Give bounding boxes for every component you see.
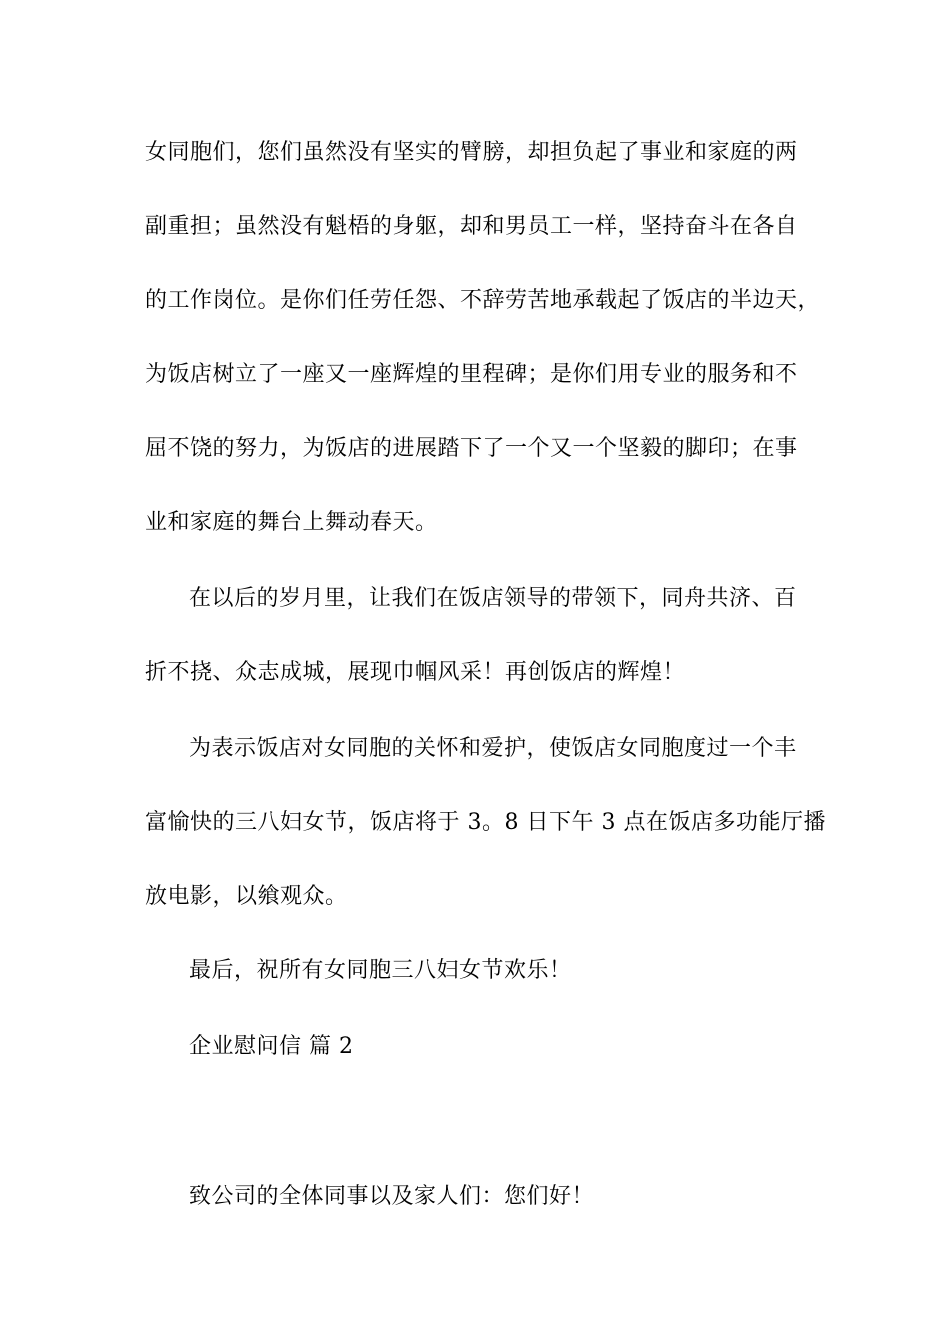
paragraph-1-line-4: 为饭店树立了一座又一座辉煌的里程碑；是你们用专业的服务和不 (145, 362, 798, 387)
paragraph-1-line-1: 女同胞们，您们虽然没有坚实的臂膀，却担负起了事业和家庭的两 (145, 140, 798, 165)
paragraph-1-line-5: 屈不饶的努力，为饭店的进展踏下了一个又一个坚毅的脚印；在事 (145, 436, 798, 461)
paragraph-3-line-2: 富愉快的三八妇女节，饭店将于 3。8 日下午 3 点在饭店多功能厅播 (145, 810, 826, 835)
paragraph-1-line-6: 业和家庭的舞台上舞动春天。 (145, 510, 438, 535)
section-heading: 企业慰问信 篇 2 (189, 1034, 354, 1059)
greeting-line: 致公司的全体同事以及家人们：您们好！ (189, 1184, 595, 1209)
paragraph-2-line-2: 折不挠、众志成城，展现巾帼风采！再创饭店的辉煌！ (145, 660, 686, 685)
paragraph-1-line-2: 副重担；虽然没有魁梧的身躯，却和男员工一样，坚持奋斗在各自 (145, 214, 798, 239)
paragraph-2-line-1: 在以后的岁月里，让我们在饭店领导的带领下，同舟共济、百 (189, 586, 797, 611)
paragraph-1-line-3: 的工作岗位。是你们任劳任怨、不辞劳苦地承载起了饭店的半边天， (145, 288, 821, 313)
paragraph-3-line-3: 放电影，以飨观众。 (145, 884, 348, 909)
paragraph-4-line-1: 最后，祝所有女同胞三八妇女节欢乐！ (189, 958, 572, 983)
paragraph-3-line-1: 为表示饭店对女同胞的关怀和爱护，使饭店女同胞度过一个丰 (189, 736, 797, 761)
